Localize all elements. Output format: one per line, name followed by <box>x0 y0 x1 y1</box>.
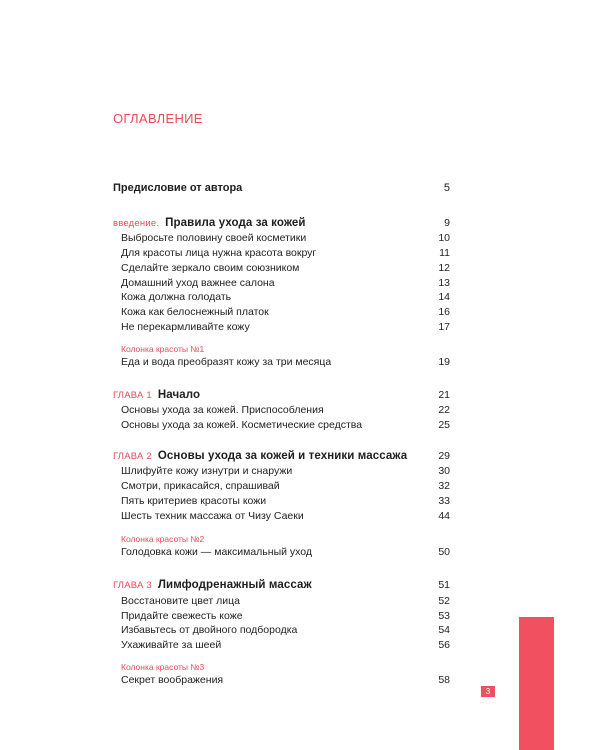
toc-section-intro[interactable] <box>113 214 450 232</box>
toc-entry-page: 17 <box>438 321 450 334</box>
toc-entry[interactable] <box>113 276 450 291</box>
toc-chapter-3[interactable] <box>113 576 450 594</box>
toc-entry-page: 25 <box>438 418 450 431</box>
toc-entry[interactable] <box>113 623 450 638</box>
toc-entry-page: 5 <box>443 182 450 194</box>
toc-entry-title: Восстановите цвет лица <box>121 594 240 607</box>
section-page: 9 <box>444 216 450 229</box>
toc-entry-page: 32 <box>438 480 450 493</box>
toc-entry[interactable] <box>113 494 450 509</box>
toc-entry-title: Для красоты лица нужна красота вокруг <box>121 247 317 260</box>
chapter-title: Основы ухода за кожей и техники массажа <box>157 449 408 462</box>
toc-entry[interactable] <box>113 638 450 653</box>
toc-entry-title: Выбросьте половину своей косметики <box>121 232 307 245</box>
toc-entry-page: 33 <box>438 494 450 507</box>
chapter-label: ГЛАВА 2 <box>113 450 152 462</box>
toc-entry-page: 19 <box>438 355 450 368</box>
chapter-page: 51 <box>438 579 450 592</box>
toc-entry-page: 53 <box>438 609 450 622</box>
toc-entry-title: Смотри, прикасайся, спрашивай <box>121 480 280 493</box>
page-number: 3 <box>481 686 495 697</box>
chapter-label: ГЛАВА 3 <box>113 580 152 592</box>
toc-entry-title: Кожа должна голодать <box>121 291 232 304</box>
toc-entry-page: 58 <box>438 673 450 686</box>
toc-entry-title: Шлифуйте кожу изнутри и снаружи <box>121 465 293 478</box>
chapter-title: Начало <box>157 388 201 401</box>
toc-entry-page: 14 <box>438 291 450 304</box>
chapter-page: 29 <box>438 449 450 462</box>
toc-entry-page: 50 <box>438 546 450 559</box>
toc-entry[interactable] <box>113 418 450 433</box>
toc-entry-title: Не перекармливайте кожу <box>121 321 250 334</box>
toc-entry-title: Шесть техник массажа от Чизу Саеки <box>121 509 304 522</box>
toc-entry-page: 52 <box>438 594 450 607</box>
toc-chapter-2[interactable] <box>113 447 450 465</box>
toc-entry-page: 11 <box>439 247 450 260</box>
toc-entry-title: Еда и вода преобразят кожу за три месяца <box>121 355 332 368</box>
chapter-title: Лимфодренажный массаж <box>157 579 312 592</box>
toc-entry-title: Голодовка кожи — максимальный уход <box>121 546 313 559</box>
toc-entry[interactable] <box>113 403 450 418</box>
toc-entry-page: 16 <box>438 306 450 319</box>
beauty-column-label: Колонка красоты №3 <box>121 661 205 672</box>
toc-entry-page: 30 <box>438 465 450 478</box>
toc-entry-page: 12 <box>438 261 450 274</box>
toc-entry-page: 56 <box>438 639 450 652</box>
toc-entry-title: Ухаживайте за шеей <box>121 639 222 652</box>
toc-heading: ОГЛАВЛЕНИЕ <box>113 111 203 126</box>
table-of-contents <box>113 181 450 688</box>
chapter-label: ГЛАВА 1 <box>113 389 152 401</box>
toc-entry[interactable] <box>113 320 450 335</box>
chapter-page: 21 <box>438 388 450 401</box>
toc-entry[interactable] <box>113 305 450 320</box>
toc-entry[interactable] <box>113 673 450 688</box>
beauty-column-label: Колонка красоты №2 <box>121 534 205 545</box>
toc-entry-title: Основы ухода за кожей. Приспособления <box>121 404 324 417</box>
section-title: Правила ухода за кожей <box>165 216 306 229</box>
toc-entry-page: 44 <box>438 509 450 522</box>
toc-entry[interactable] <box>113 246 450 261</box>
toc-entry-title: Кожа как белоснежный платок <box>121 306 269 319</box>
toc-entry[interactable] <box>113 545 450 560</box>
toc-entry-page: 54 <box>438 624 450 637</box>
toc-entry-title: Основы ухода за кожей. Косметические средства <box>121 418 363 431</box>
toc-entry-title: Сделайте зеркало своим союзником <box>121 261 300 274</box>
toc-entry[interactable] <box>113 509 450 524</box>
section-label: введение. <box>113 217 160 229</box>
chapter-edge-tab <box>519 617 554 750</box>
toc-entry-page: 22 <box>438 404 450 417</box>
toc-entry[interactable] <box>113 479 450 494</box>
toc-entry[interactable] <box>113 464 450 479</box>
toc-entry[interactable] <box>113 231 450 246</box>
toc-entry[interactable] <box>113 594 450 609</box>
toc-entry-title: Секрет воображения <box>121 673 224 686</box>
beauty-column-label: Колонка красоты №1 <box>121 343 205 354</box>
toc-chapter-1[interactable] <box>113 386 450 404</box>
toc-entry-title: Предисловие от автора <box>113 182 243 194</box>
toc-entry-title: Придайте свежесть коже <box>121 609 243 622</box>
toc-entry-page: 10 <box>438 232 450 245</box>
toc-entry[interactable] <box>113 261 450 276</box>
toc-entry-title: Домашний уход важнее салона <box>121 276 275 289</box>
toc-entry-foreword[interactable] <box>113 181 450 196</box>
toc-entry[interactable] <box>113 290 450 305</box>
toc-entry[interactable] <box>113 609 450 624</box>
toc-entry-page: 13 <box>438 276 450 289</box>
toc-entry[interactable] <box>113 355 450 370</box>
toc-entry-title: Пять критериев красоты кожи <box>121 494 267 507</box>
toc-entry-title: Избавьтесь от двойного подбородка <box>121 624 298 637</box>
